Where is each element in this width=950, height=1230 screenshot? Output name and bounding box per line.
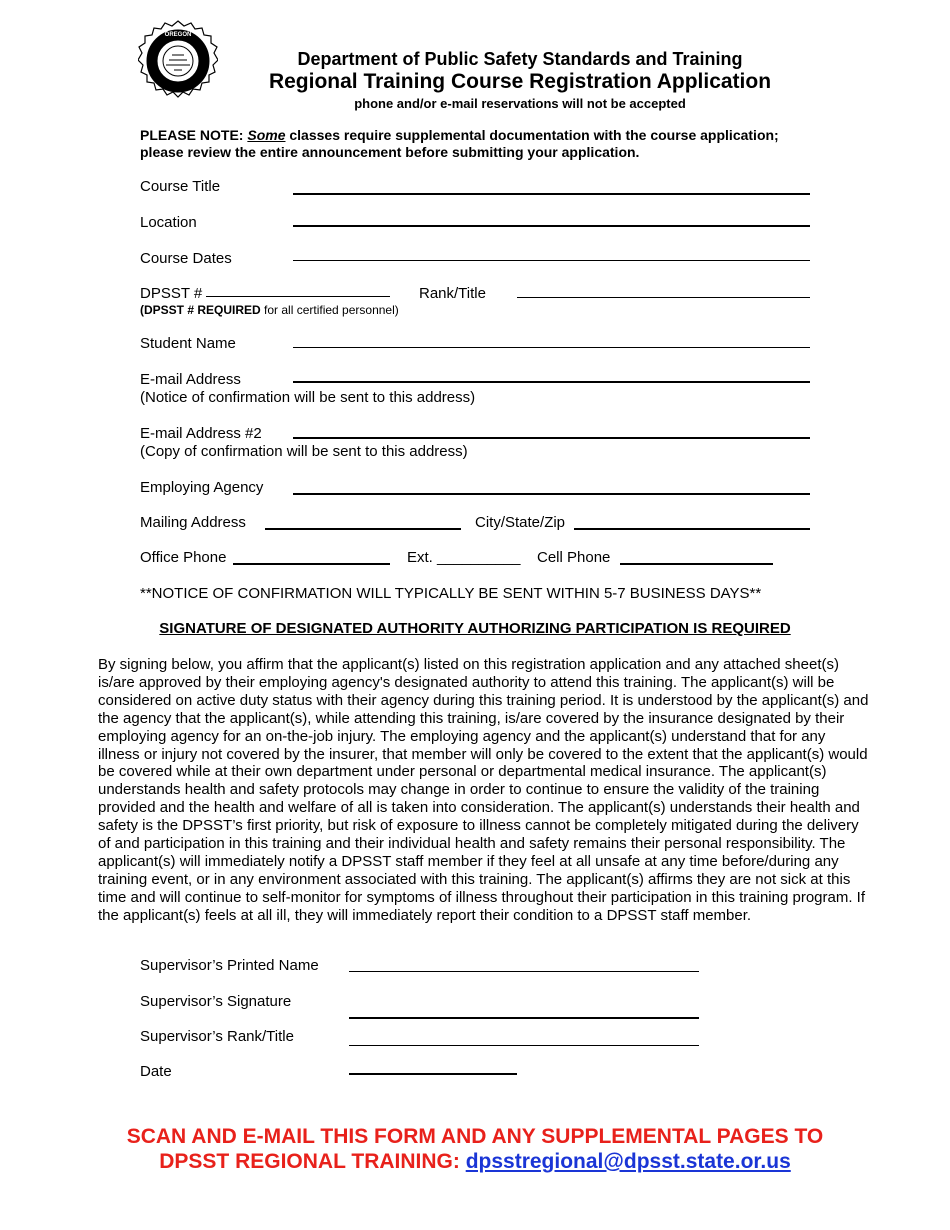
city-state-zip-field[interactable] <box>574 528 810 530</box>
date-label: Date <box>140 1063 172 1080</box>
location-field[interactable] <box>293 225 810 227</box>
rank-title-label: Rank/Title <box>419 285 486 302</box>
date-field[interactable] <box>349 1073 517 1075</box>
cell-phone-field[interactable] <box>620 563 773 565</box>
employing-agency-label: Employing Agency <box>140 479 264 496</box>
footer-instruction <box>95 1124 855 1174</box>
footer-line2-prefix: DPSST REGIONAL TRAINING: <box>159 1150 466 1173</box>
supervisor-signature-field[interactable] <box>349 1017 699 1019</box>
email-note: (Notice of confirmation will be sent to this address) <box>140 389 476 406</box>
dpsst-required-bold: (DPSST # REQUIRED <box>140 303 261 317</box>
course-dates-label: Course Dates <box>140 250 232 267</box>
please-note <box>140 127 820 161</box>
dpsst-number-field[interactable] <box>206 296 390 297</box>
mailing-address-field[interactable] <box>265 528 461 530</box>
note-prefix: PLEASE NOTE: <box>140 127 248 143</box>
footer-email-link[interactable]: dpsstregional@dpsst.state.or.us <box>465 1150 791 1173</box>
page-subtitle: phone and/or e-mail reservations will not be accepted <box>354 96 686 111</box>
affirmation-paragraph: By signing below, you affirm that the applicant(s) listed on this registration application and any attached sheet(s) is/are approved by their employing agency's designated authority to attend this training. The applicant(s) will be considered on active duty status with their agency during this training period. It is understood by the applicant(s) and the agency that the applicant(s), while attending this training, is/are covered by the insurance designated by their employing agency for an on-the-job injury. The employing agency and the applicant(s) understand that for any illness or injury not covered by the insurer, that member will only be covered to the extent that the applicant(s) would be covered while at their own department under personal or departmental medical insurance. The applicant(s) understands health and safety protocols may change in order to continue to ensure the validity of the training provided and the health and welfare of all is taken into consideration. The applicant(s) understands their health and safety is the DPSST’s first priority, but risk of exposure to illness cannot be completely mitigated during the delivery of and participation in this training and their individual health and safety remains their personal responsibility. The applicant(s) will immediately notify a DPSST staff member if they feel at all unsafe at any time before/during any training event, or in any environment associated with this training. The applicant(s) affirms they are not sick at this time and will continue to self-monitor for symptoms of illness throughout their participation in this training program. If the applicant(s) feels at all ill, they will immediately report their condition to a DPSST staff member. <box>98 656 869 924</box>
dpsst-number-label: DPSST # <box>140 285 203 302</box>
course-title-field[interactable] <box>293 193 810 195</box>
supervisor-printed-name-field[interactable] <box>349 971 699 972</box>
department-name: Department of Public Safety Standards and Training <box>297 49 743 69</box>
location-label: Location <box>140 214 197 231</box>
supervisor-printed-name-label: Supervisor’s Printed Name <box>140 957 319 974</box>
office-phone-label: Office Phone <box>140 549 227 566</box>
footer-line1: SCAN AND E-MAIL THIS FORM AND ANY SUPPLEMENTAL PAGES TO <box>126 1125 824 1148</box>
seal-top-text: OREGON <box>164 32 192 38</box>
signature-required-heading: SIGNATURE OF DESIGNATED AUTHORITY AUTHORIZING PARTICIPATION IS REQUIRED <box>159 620 791 637</box>
office-phone-field[interactable] <box>233 563 390 565</box>
email2-note: (Copy of confirmation will be sent to this address) <box>140 443 468 460</box>
email-label: E-mail Address <box>140 371 241 388</box>
cell-phone-label: Cell Phone <box>537 549 611 566</box>
page-title: Regional Training Course Registration Application <box>268 70 772 93</box>
email2-field[interactable] <box>293 437 810 439</box>
course-title-label: Course Title <box>140 178 221 195</box>
supervisor-rank-title-field[interactable] <box>349 1045 699 1046</box>
supervisor-signature-label: Supervisor’s Signature <box>140 993 292 1010</box>
supervisor-rank-title-label: Supervisor’s Rank/Title <box>140 1028 294 1045</box>
student-name-label: Student Name <box>140 335 236 352</box>
mailing-address-label: Mailing Address <box>140 514 246 531</box>
note-line2: please review the entire announcement before submitting your application. <box>140 144 640 160</box>
dpsst-required-note <box>140 303 399 317</box>
course-dates-field[interactable] <box>293 260 810 261</box>
dpsst-required-rest: for all certified personnel) <box>260 303 399 317</box>
footer-line2 <box>95 1149 855 1174</box>
ext-label: Ext. __________ <box>407 549 521 566</box>
oregon-dpsst-seal-icon <box>138 20 218 105</box>
note-line1: classes require supplemental documentation with the course application; <box>285 127 779 143</box>
student-name-field[interactable] <box>293 347 810 348</box>
email-field[interactable] <box>293 381 810 383</box>
employing-agency-field[interactable] <box>293 493 810 495</box>
email2-label: E-mail Address #2 <box>140 425 262 442</box>
city-state-zip-label: City/State/Zip <box>475 514 566 531</box>
confirmation-notice: **NOTICE OF CONFIRMATION WILL TYPICALLY BE SENT WITHIN 5-7 BUSINESS DAYS** <box>140 585 762 602</box>
note-emphasis: Some <box>247 127 286 143</box>
rank-title-field[interactable] <box>517 297 810 298</box>
